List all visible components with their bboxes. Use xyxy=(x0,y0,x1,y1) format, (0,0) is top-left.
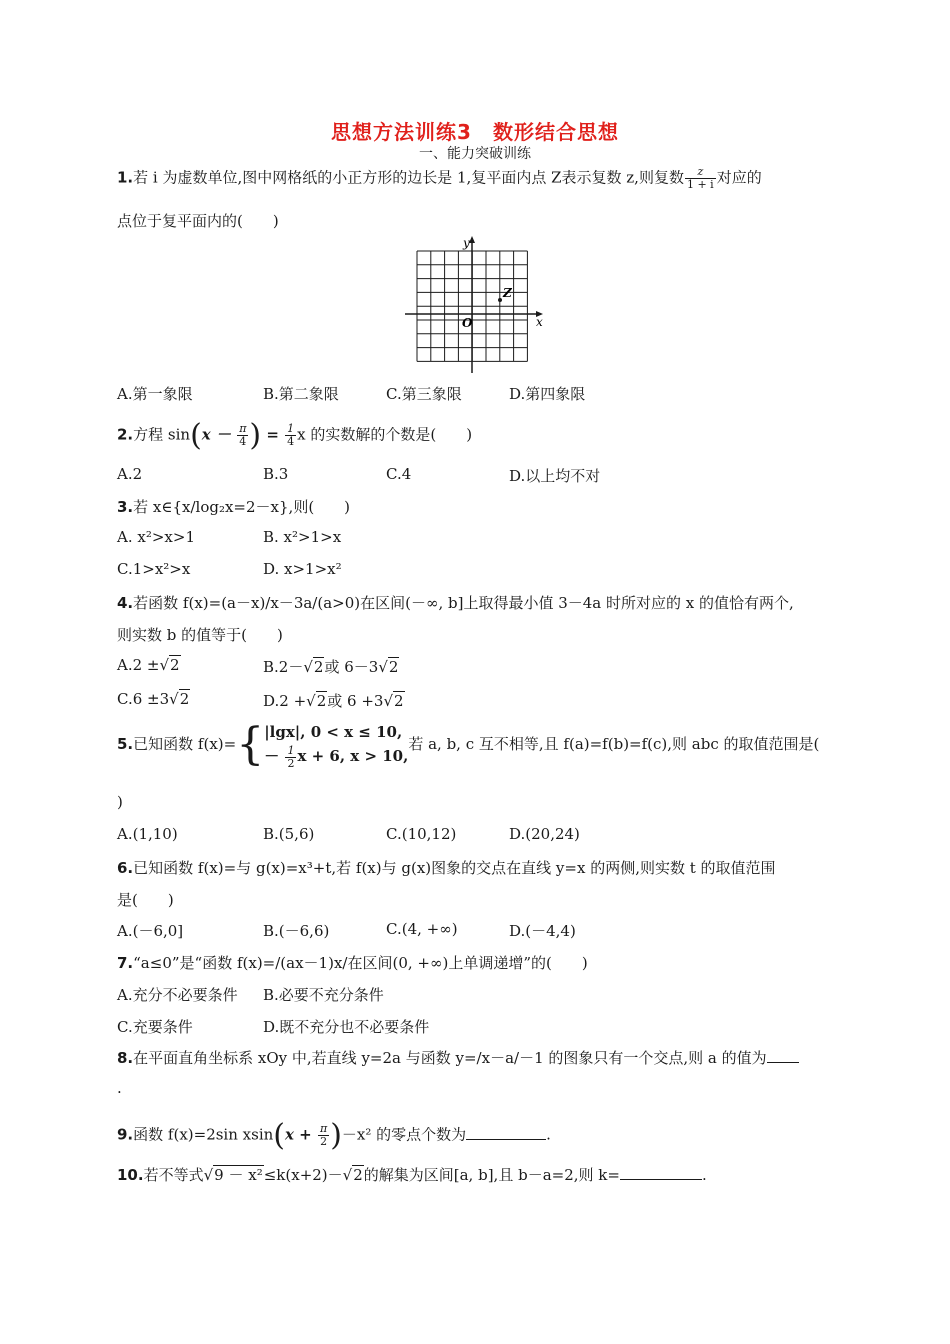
question-number: 3. xyxy=(117,498,134,516)
square-root: √2 xyxy=(342,1166,363,1184)
question-6-line2: 是( ) xyxy=(117,891,174,909)
question-8 xyxy=(117,1047,799,1068)
question-text: 已知函数 f(x)=与 g(x)=x³+t,若 f(x)与 g(x)图象的交点在直线 y=x 的两侧,则实数 t 的取值范围 xyxy=(133,859,776,877)
fraction-denominator: 1 + i xyxy=(686,178,714,191)
question-text: 若 x∈{x/log₂x=2－x},则( ) xyxy=(133,498,351,516)
option-a: A. x²>x>1 xyxy=(117,528,195,546)
fraction-numerator: 1 xyxy=(287,422,295,435)
option-a: A.(1,10) xyxy=(117,825,178,843)
question-text: 已知函数 f(x)= xyxy=(133,734,237,753)
fraction: $\frac{\pi}{2}$ xyxy=(319,1122,328,1148)
fraction-denominator: 4 xyxy=(239,435,247,448)
origin-label: O xyxy=(462,316,473,330)
option-d: D.2 +√2或 6 +3√2 xyxy=(263,692,404,710)
question-4 xyxy=(117,592,794,613)
piecewise-cases xyxy=(264,720,408,770)
paren-left: ( xyxy=(273,1118,285,1153)
piece-2: x + 6, x > 10, xyxy=(297,747,409,765)
question-number: 9. xyxy=(117,1125,134,1144)
option-b: B. x²>1>x xyxy=(263,528,342,546)
question-number: 5. xyxy=(117,734,134,753)
option-d: D.(20,24) xyxy=(509,825,580,843)
question-8-line2: . xyxy=(117,1079,122,1097)
question-1 xyxy=(117,166,762,191)
paren-right: ) xyxy=(249,418,262,453)
option-c: C.4 xyxy=(386,465,412,483)
option-c: C.6 ±3√2 xyxy=(117,690,190,708)
option-b: B.第二象限 xyxy=(263,385,339,403)
complex-plane-figure xyxy=(405,236,550,373)
question-text: x 的实数解的个数是( ) xyxy=(297,425,473,444)
fraction-denominator: 4 xyxy=(287,435,295,448)
question-5 xyxy=(117,720,819,770)
question-text: 若不等式 xyxy=(143,1166,204,1184)
option-a: A.2 xyxy=(117,465,143,483)
option-d: D. x>1>x² xyxy=(263,560,342,578)
question-text: 在平面直角坐标系 xOy 中,若直线 y=2a 与函数 y=/x－a/－1 的图象只有一个交点,则 a 的值为 xyxy=(133,1049,767,1067)
paren-left: ( xyxy=(190,418,202,453)
x-axis-label: x xyxy=(536,315,543,329)
y-axis-arrow xyxy=(469,236,475,243)
question-text: 的解集为区间[a, b],且 b－a=2,则 k= xyxy=(363,1166,620,1184)
question-number: 6. xyxy=(117,859,134,877)
expression: x + xyxy=(285,1125,317,1144)
question-text: 方程 sin xyxy=(133,425,191,444)
question-6 xyxy=(117,857,776,878)
piece-1: |lgx|, 0 < x ≤ 10, xyxy=(264,723,403,741)
option-c: C.第三象限 xyxy=(386,385,462,403)
equals-sign: = xyxy=(261,425,285,444)
question-text: 函数 f(x)=2sin xsin xyxy=(133,1125,274,1144)
question-number: 4. xyxy=(117,594,134,612)
fraction xyxy=(285,423,296,448)
question-text: －x² 的零点个数为 xyxy=(341,1125,467,1144)
fraction-numerator: π xyxy=(239,422,247,435)
question-text: “a≤0”是“函数 f(x)=/(ax－1)x/在区间(0, +∞)上单调递增”的( ) xyxy=(133,954,588,972)
answer-blank[interactable] xyxy=(767,1062,799,1063)
question-number: 1. xyxy=(117,168,134,187)
option-a: A.充分不必要条件 xyxy=(117,986,238,1004)
y-axis-label: y xyxy=(463,236,470,250)
question-number: 7. xyxy=(117,954,134,972)
option-b: B.必要不充分条件 xyxy=(263,986,384,1004)
answer-blank[interactable] xyxy=(466,1139,546,1140)
fraction: $\frac{1}{2}$ xyxy=(287,743,295,770)
option-a: A.第一象限 xyxy=(117,385,193,403)
question-number: 2. xyxy=(117,425,134,444)
question-2 xyxy=(117,418,472,453)
point-z xyxy=(498,298,502,302)
option-b: B.(5,6) xyxy=(263,825,315,843)
option-c: C.充要条件 xyxy=(117,1018,193,1036)
answer-blank[interactable] xyxy=(620,1179,702,1180)
fraction xyxy=(237,423,248,448)
fraction-numerator: z xyxy=(685,166,716,179)
option-d: D.第四象限 xyxy=(509,385,586,403)
option-b: B.2－√2或 6－3√2 xyxy=(263,658,399,676)
square-root: √9 － x² xyxy=(203,1166,263,1184)
option-a: A.(－6,0] xyxy=(117,922,184,940)
option-d: D.既不充分也不必要条件 xyxy=(263,1018,430,1036)
question-1-line2: 点位于复平面内的( ) xyxy=(117,212,279,230)
option-d: D.(－4,4) xyxy=(509,922,576,940)
question-5-line2: ) xyxy=(117,793,123,811)
question-text: 若函数 f(x)=(a－x)/x－3a/(a>0)在区间(－∞, b]上取得最小值 3－4a 时所对应的 x 的值恰有两个, xyxy=(133,594,794,612)
question-number: 10. xyxy=(117,1166,144,1184)
option-b: B.3 xyxy=(263,465,289,483)
option-c: C.(10,12) xyxy=(386,825,457,843)
question-text: 若 i 为虚数单位,图中网格纸的小正方形的边长是 1,复平面内点 Z表示复数 z,则复数 xyxy=(133,168,684,187)
expression: x － xyxy=(201,425,237,444)
paren-right: ) xyxy=(330,1118,342,1153)
option-c: C.1>x²>x xyxy=(117,560,191,578)
question-4-line2: 则实数 b 的值等于( ) xyxy=(117,626,283,644)
question-number: 8. xyxy=(117,1049,134,1067)
question-text: 对应的 xyxy=(716,168,762,187)
question-9: 9.函数 f(x)=2sin xsin(x + $\frac{\pi}{2}$ )－x² 的零点个数为 . xyxy=(117,1118,551,1153)
section-subtitle: 一、能力突破训练 xyxy=(419,146,531,162)
question-text: 若 a, b, c 互不相等,且 f(a)=f(b)=f(c),则 abc 的取值范围是( xyxy=(408,734,820,753)
option-d: D.以上均不对 xyxy=(509,467,601,485)
piece-2-sign: － xyxy=(264,747,285,765)
question-3 xyxy=(117,496,350,517)
page-title: 思想方法训练3 数形结合思想 xyxy=(331,120,619,144)
option-b: B.(－6,6) xyxy=(263,922,330,940)
option-a: A.2 ±√2 xyxy=(117,656,180,674)
brace: { xyxy=(236,718,265,770)
point-z-label: Z xyxy=(503,286,512,300)
question-10: 10.若不等式√9 － x²≤k(x+2)－√2的解集为区间[a, b],且 b－a=2,则 k= . xyxy=(117,1166,707,1184)
question-text: ≤k(x+2)－ xyxy=(263,1166,343,1184)
fraction xyxy=(685,166,716,191)
question-7 xyxy=(117,952,588,973)
option-c: C.(4, +∞) xyxy=(386,920,458,938)
